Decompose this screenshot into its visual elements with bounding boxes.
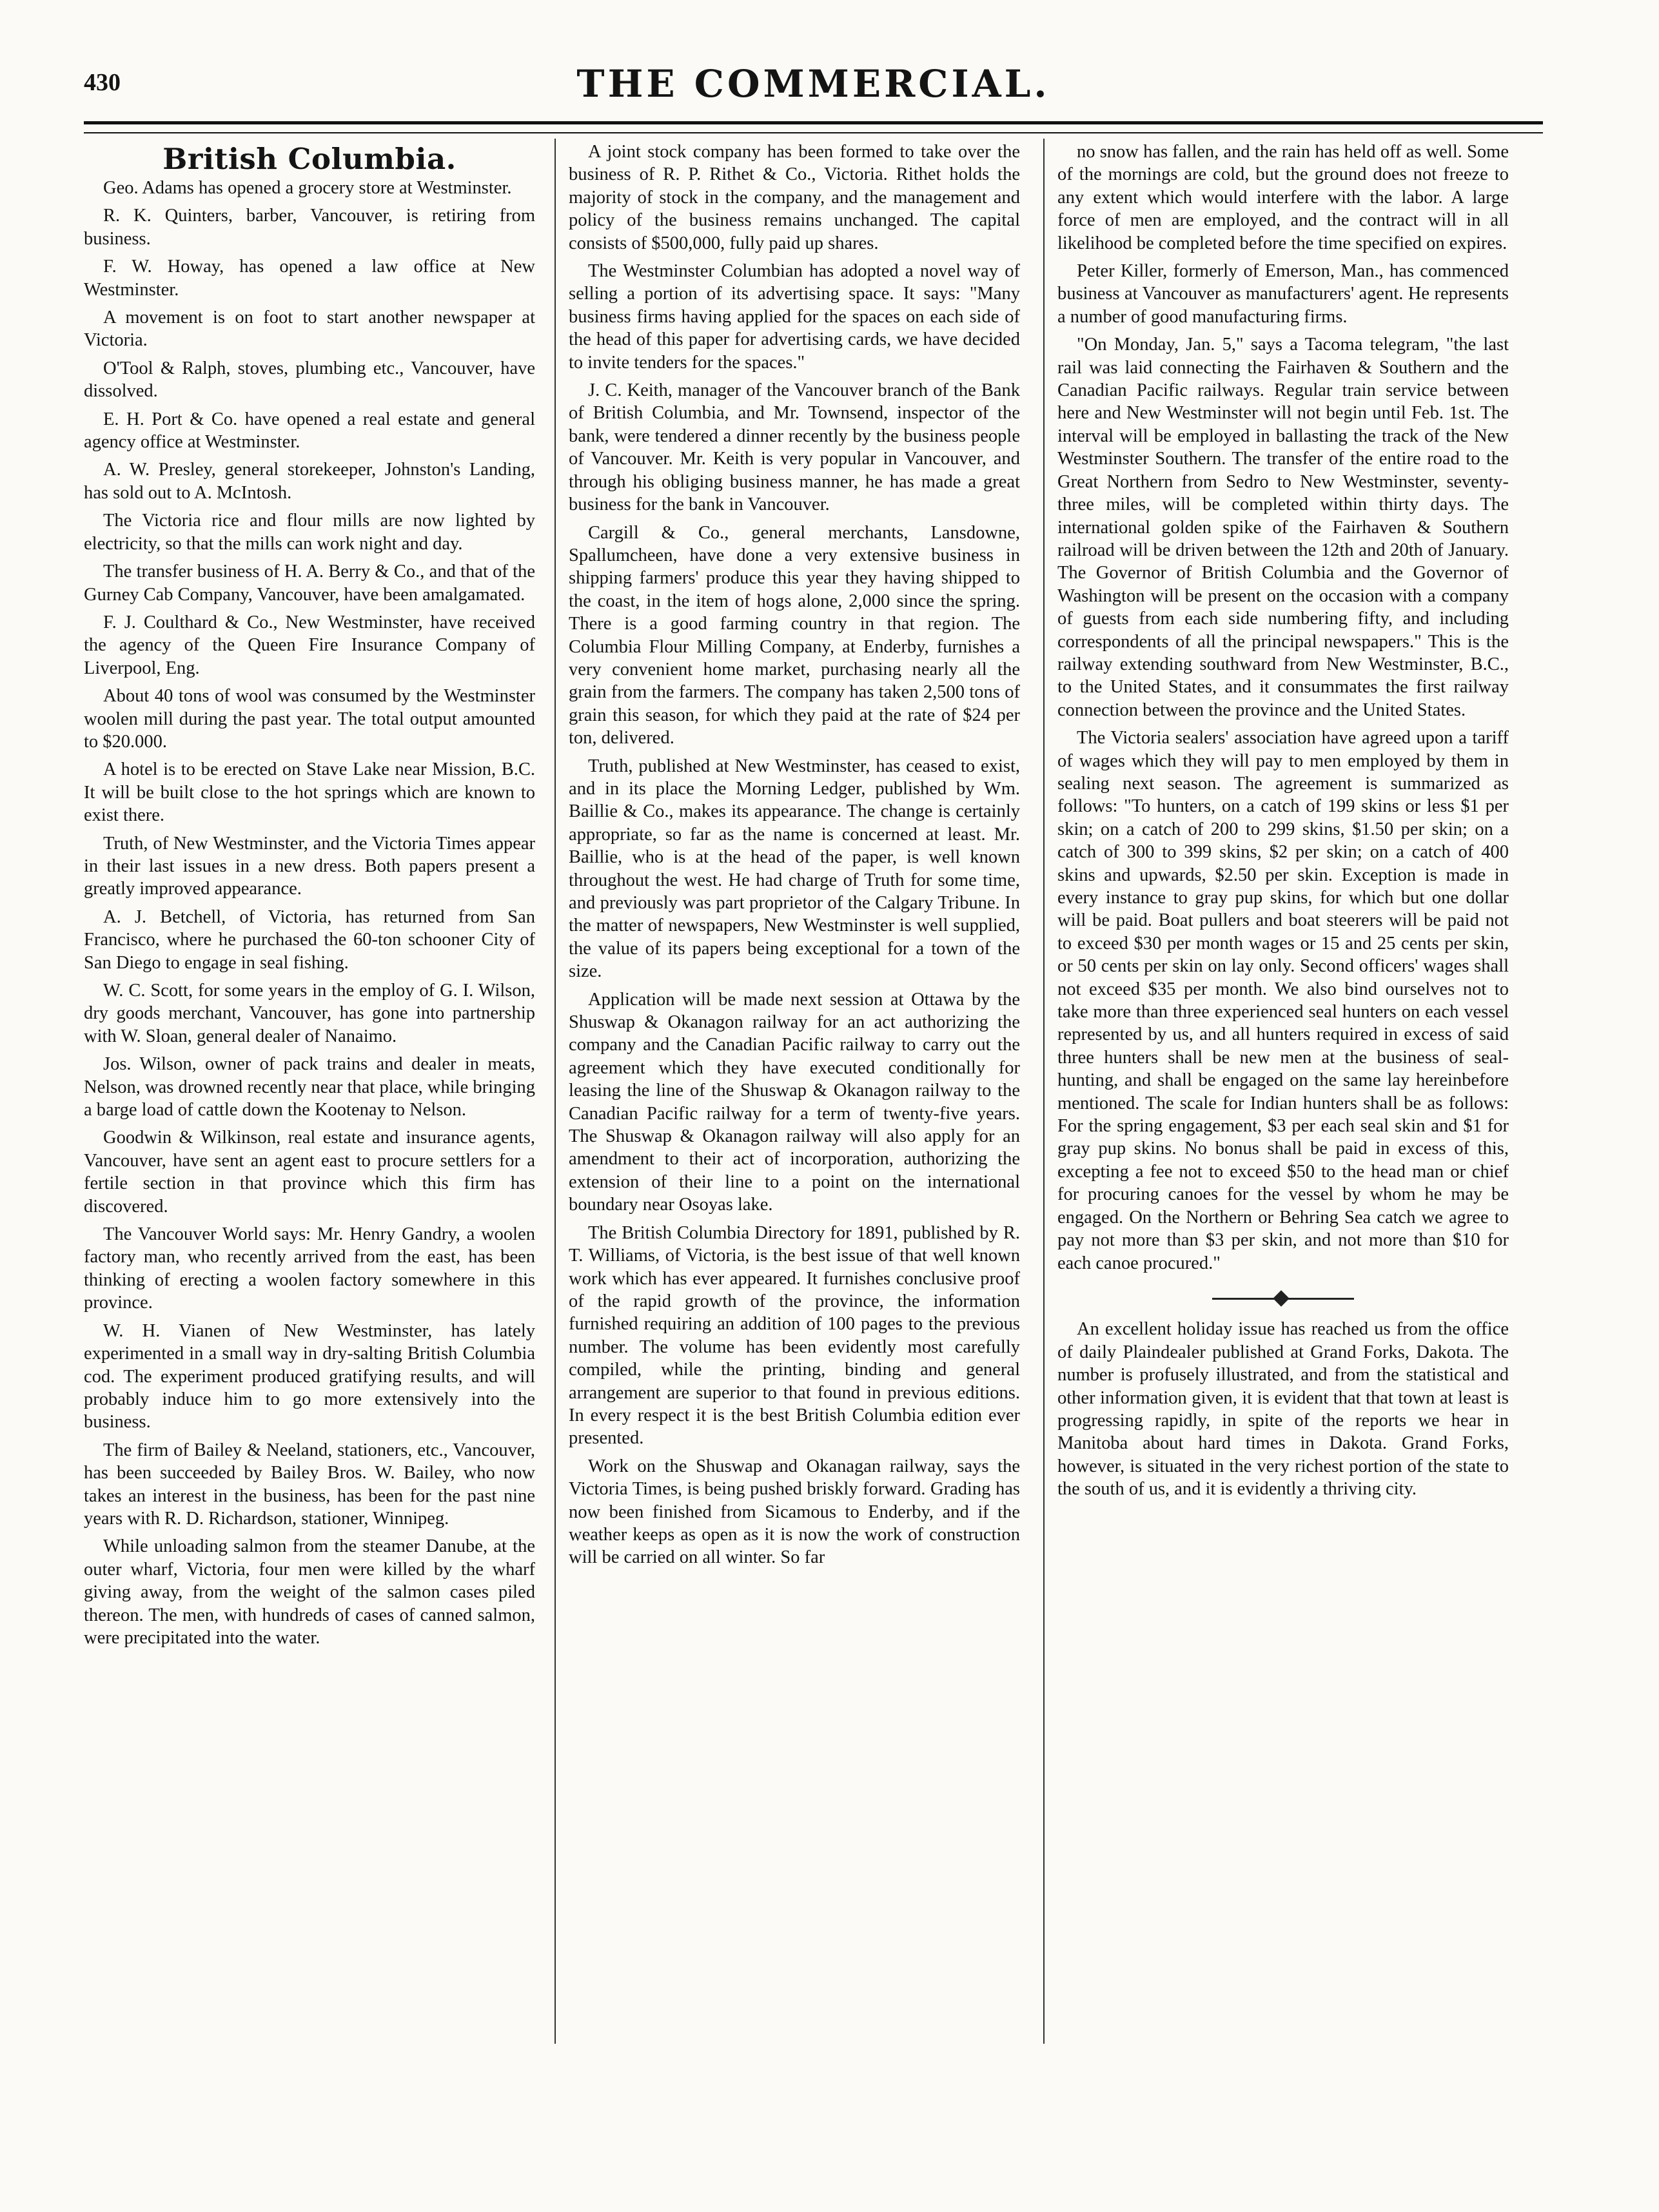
news-item: W. C. Scott, for some years in the employ of G. I. Wilson, dry goods merchant, Vancouver, has gone into partnership with W. Sloan, general dealer of Nanaimo. (84, 981, 535, 1046)
news-item: O'Tool & Ralph, stoves, plumbing etc., Vancouver, have dissolved. (84, 358, 535, 402)
news-item: Truth, published at New Westminster, has ceased to exist, and in its place the Morning Ledger, published by Wm. Baillie & Co., makes its appearance. The change is certainly appropriate, so far as the name is concerned at least. Mr. Baillie, who is at the head of the paper, is well known throughout the west. He had charge of Truth for some time, and previously was part proprietor of the Calgary Tribune. In the matter of newspapers, New Westminster is well supplied, the value of its papers being exceptional for a town of the size. (569, 756, 1020, 982)
news-item: A. W. Presley, general storekeeper, Johnston's Landing, has sold out to A. McIntosh. (84, 460, 535, 503)
news-item: E. H. Port & Co. have opened a real estate and general agency office at Westminster. (84, 409, 535, 453)
news-item: Goodwin & Wilkinson, real estate and insurance agents, Vancouver, have sent an agent east to procure settlers for a fertile section in that province which this firm has discovered. (84, 1128, 535, 1217)
page-number: 430 (84, 69, 121, 96)
masthead: THE COMMERCIAL. (576, 62, 1050, 106)
news-item: About 40 tons of wool was consumed by the Westminster woolen mill during the past year. The total output amounted to $20.000. (84, 686, 535, 752)
section-heading: British Columbia. (162, 142, 456, 176)
news-item: The British Columbia Directory for 1891, published by R. T. Williams, of Victoria, is the best issue of that well known work which has ever appeared. It furnishes conclusive proof of the rapid growth of the province, the information furnished requiring an addition of 100 pages to the previous number. The volume has been evidently most carefully compiled, while the printing, binding and general arrangement are superior to that found in previous editions. In every respect it is the best British Columbia edition ever presented. (569, 1222, 1020, 1449)
news-item: J. C. Keith, manager of the Vancouver branch of the Bank of British Columbia, and Mr. Townsend, inspector of the bank, were tendered a dinner recently by the business people of Vancouver. Mr. Keith is very popular in Vancouver, and through his obliging business manner, he has made a great business for the bank in Vancouver. (569, 380, 1020, 515)
news-item: The Victoria sealers' association have agreed upon a tariff of wages which they will pay to men employed by them in sealing next season. The agreement is summarized as follows: "To hunters, on a catch of 199 skins or less $1 per skin; on a catch of 200 to 299 skins, $1.50 per skin; on a catch of 300 to 399 skins, $2 per skin; on a catch of 400 skins and upwards, $2.50 per skin. Exception is made in every instance to gray pup skins, for which but one dollar will be paid. Boat pullers and boat steerers will be paid not to exceed $30 per month wages or 15 and 25 cents per skin, or 50 cents per skin on lay only. Second officers' wages shall not exceed $35 per month. We also bind ourselves not to take more than three experienced seal hunters on each vessel represented by us, and all hunters required in excess of said three hunters shall be new men at the business of seal-hunting, and shall be engaged on the same lay hereinbefore mentioned. The scale for Indian hunters shall be as follows: For the spring engagement, $3 per each seal skin and $1 for gray pup skins. No bonus shall be paid in excess of this, excepting a fee not to exceed $50 to the head man or chief for procuring canoes for the vessel by whom he may be engaged. On the Northern or Behring Sea catch we agree to pay not more than $3 per skin, and not more than $10 for each canoe procured." (1057, 728, 1509, 1273)
news-item: R. K. Quinters, barber, Vancouver, is retiring from business. (84, 206, 535, 249)
news-item: A. J. Betchell, of Victoria, has returned from San Francisco, where he purchased the 60-ton schooner City of San Diego to engage in seal fishing. (84, 906, 535, 973)
news-item: no snow has fallen, and the rain has held off as well. Some of the mornings are cold, but the ground does not freeze to any extent which would interfere with the labor. A large force of men are employed, and the contract will in all likelihood be completed before the time specified on expires. (1057, 142, 1509, 253)
ornament-rule (1212, 1298, 1354, 1300)
news-item: Peter Killer, formerly of Emerson, Man., has commenced business at Vancouver as manufacturers' agent. He represents a number of good manufacturing firms. (1057, 261, 1509, 327)
news-item: F. W. Howay, has opened a law office at New Westminster. (84, 257, 535, 300)
news-item: A movement is on foot to start another newspaper at Victoria. (84, 308, 535, 351)
section-ornament (1057, 1286, 1509, 1309)
column-2 (569, 141, 1020, 1574)
news-item: A joint stock company has been formed to take over the business of R. P. Rithet & Co., Victoria. Rithet holds the majority of stock in the company, and the management and policy of the business remains unchanged. The capital consists of $500,000, fully paid up shares. (569, 142, 1020, 253)
news-item: Application will be made next session at Ottawa by the Shuswap & Okanagon railway for an act authorizing the company and the Canadian Pacific railway to carry out the agreement which they have executed conditionally for leasing the line of the Shuswap & Okanagon railway to the Canadian Pacific railway for a term of twenty-five years. The Shuswap & Okanagon railway will also apply for an amendment to their act of incorporation, authorizing the extension of their line to a point on the international boundary near Osoyas lake. (569, 989, 1020, 1215)
column-divider (555, 139, 556, 2044)
news-item: An excellent holiday issue has reached us from the office of daily Plaindealer published at Grand Forks, Dakota. The number is profusely illustrated, and from the statistical and other information given, it is evident that that town at least is progressing rapidly, in spite of the reports we hear in Manitoba about hard times in Dakota. Grand Forks, however, is situated in the very richest portion of the state to the south of us, and it is evidently a thriving city. (1057, 1319, 1509, 1500)
news-item: The transfer business of H. A. Berry & Co., and that of the Gurney Cab Company, Vancouver, have been amalgamated. (84, 562, 535, 605)
page-header (84, 62, 1543, 108)
news-item: Jos. Wilson, owner of pack trains and dealer in meats, Nelson, was drowned recently near that place, while bringing a barge load of cattle down the Kootenay to Nelson. (84, 1054, 535, 1121)
column-divider (1043, 139, 1045, 2044)
news-item: Work on the Shuswap and Okanagan railway, says the Victoria Times, is being pushed briskly forward. Grading has now been finished from Sicamous to Enderby, and if the weather keeps as open as it is now the work of construction will be carried on all winter. So far (569, 1456, 1020, 1568)
news-item: W. H. Vianen of New Westminster, has lately experimented in a small way in dry-salting British Columbia cod. The experiment produced gratifying results, and will probably induce him to go more extensively into the business. (84, 1320, 535, 1433)
news-item: A hotel is to be erected on Stave Lake near Mission, B.C. It will be built close to the hot springs which are known to exist there. (84, 759, 535, 826)
news-item: While unloading salmon from the steamer Danube, at the outer wharf, Victoria, four men were killed by the wharf giving away, from the weight of the salmon cases piled thereon. The men, with hundreds of cases of canned salmon, were precipitated into the water. (84, 1536, 535, 1648)
news-item: Truth, of New Westminster, and the Victoria Times appear in their last issues in a new dress. Both papers present a greatly improved appearance. (84, 833, 535, 899)
news-item: F. J. Coulthard & Co., New Westminster, have received the agency of the Queen Fire Insurance Company of Liverpool, Eng. (84, 612, 535, 678)
news-item: Geo. Adams has opened a grocery store at Westminster. (103, 178, 512, 198)
header-rule (84, 121, 1543, 133)
news-item: The Victoria rice and flour mills are now lighted by electricity, so that the mills can work night and day. (84, 511, 535, 554)
news-item: The firm of Bailey & Neeland, stationers, etc., Vancouver, has been succeeded by Bailey Bros. W. Bailey, who now takes an interest in the business, has been for the past nine years with R. D. Richardson, stationer, Winnipeg. (84, 1440, 535, 1529)
news-item: The Westminster Columbian has adopted a novel way of selling a portion of its advertising space. It says: "Many business firms having applied for the spaces on each side of the head of this paper for advertising cards, we have decided to invite tenders for the spaces." (569, 261, 1020, 373)
news-item: Cargill & Co., general merchants, Lansdowne, Spallumcheen, have done a very extensive business in shipping farmers' produce this year they having shipped to the coast, in the item of hogs alone, 2,000 since the spring. There is a good farming country in that region. The Columbia Flour Milling Company, at Enderby, furnishes a very convenient home market, purchasing nearly all the grain from the farmers. The company has taken 2,500 tons of grain this season, for which they paid at the rate of $24 per ton, delivered. (569, 522, 1020, 749)
news-item: "On Monday, Jan. 5," says a Tacoma telegram, "the last rail was laid connecting the Fairhaven & Southern and the Canadian Pacific railways. Regular train service between here and New Westminster will not begin until Feb. 1st. The interval will be employed in ballasting the track of the New Westminster Southern. The transfer of the entire road to the Great Northern from Sedro to New Westminster, seventy-three miles, will be completed within thirty days. The international golden spike of the Fairhaven & Southern railroad will be driven between the 12th and 20th of January. The Governor of British Columbia and the Governor of Washington will be present on the occasion with a company of guests from each side numbering fifty, and including correspondents of all the principal newspapers." This is the railway extending southward from New Westminster, B.C., to the United States, and it consummates the first railway connection between the province and the United States. (1057, 335, 1509, 720)
column-3 (1057, 141, 1509, 1506)
column-1 (84, 141, 535, 1654)
news-item: The Vancouver World says: Mr. Henry Gandry, a woolen factory man, who recently arrived from the east, has been thinking of erecting a woolen factory somewhere in this province. (84, 1224, 535, 1313)
